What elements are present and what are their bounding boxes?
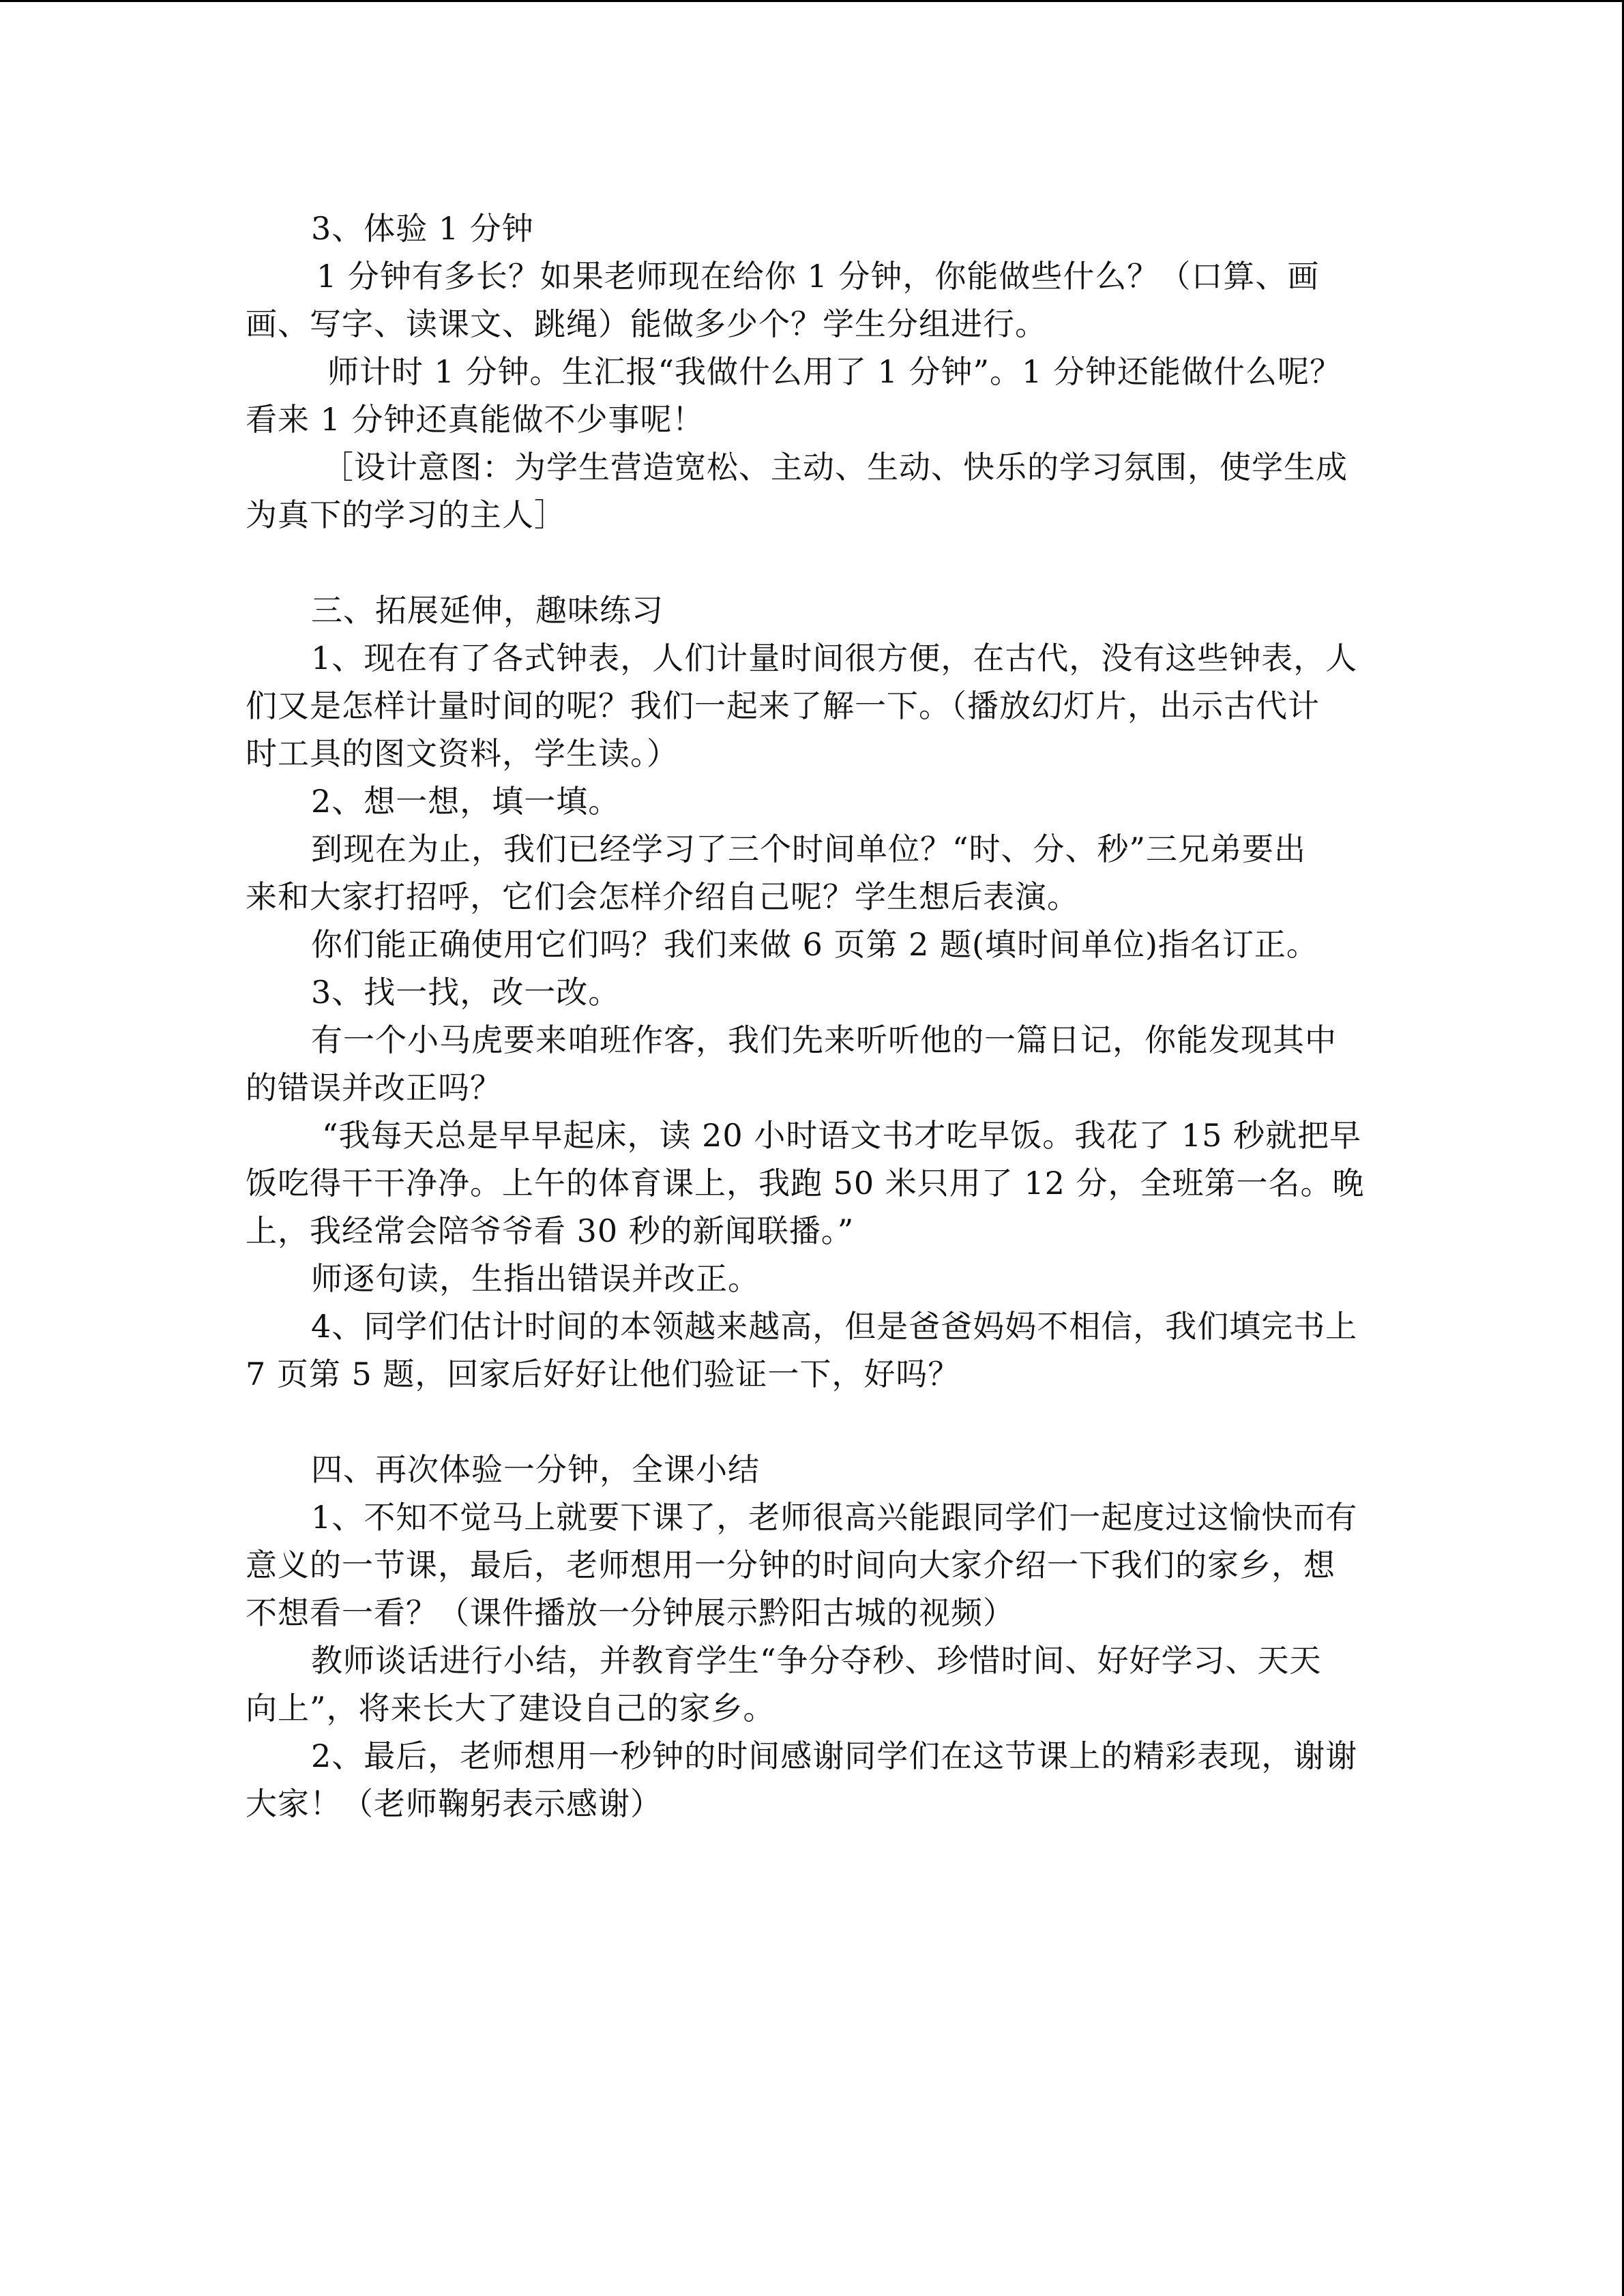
paragraph-line: 看来 1 分钟还真能做不少事呢！ bbox=[246, 401, 705, 438]
paragraph-gap bbox=[246, 1398, 1378, 1446]
paragraph-line: 师计时 1 分钟。生汇报“我做什么用了 1 分钟”。1 分钟还能做什么呢？ bbox=[327, 353, 1342, 390]
section-heading-extension: 三、拓展延伸，趣味练习 bbox=[311, 592, 664, 629]
paragraph-line: 教师谈话进行小结，并教育学生“争分夺秒、珍惜时间、好好学习、天天 bbox=[311, 1642, 1322, 1679]
diary-quote: 饭吃得干干净净。上午的体育课上，我跑 50 米只用了 12 分，全班第一名。晚 bbox=[246, 1165, 1365, 1202]
paragraph-line: 1、不知不觉马上就要下课了，老师很高兴能跟同学们一起度过这愉快而有 bbox=[311, 1499, 1358, 1536]
paragraph-gap bbox=[246, 539, 1378, 586]
paragraph-line: 向上”，将来长大了建设自己的家乡。 bbox=[246, 1690, 776, 1727]
paragraph-line: 画、写字、读课文、跳绳）能做多少个？学生分组进行。 bbox=[246, 305, 1047, 342]
paragraph-line: 大家！（老师鞠躬表示感谢） bbox=[246, 1785, 662, 1822]
paragraph-line: 1 分钟有多长？如果老师现在给你 1 分钟，你能做些什么？（口算、画 bbox=[316, 258, 1320, 295]
paragraph-line: 师逐句读，生指出错误并改正。 bbox=[311, 1260, 760, 1297]
paragraph-line: 1、现在有了各式钟表，人们计量时间很方便，在古代，没有这些钟表，人 bbox=[311, 640, 1358, 676]
paragraph-line: 有一个小马虎要来咱班作客，我们先来听听他的一篇日记，你能发现其中 bbox=[311, 1022, 1337, 1058]
exercise-heading: 2、想一想，填一填。 bbox=[311, 783, 621, 820]
paragraph-line: 意义的一节课，最后，老师想用一分钟的时间向大家介绍一下我们的家乡，想 bbox=[246, 1547, 1335, 1583]
paragraph-line: 2、最后，老师想用一秒钟的时间感谢同学们在这节课上的精彩表现，谢谢 bbox=[311, 1738, 1358, 1774]
paragraph-line: 时工具的图文资料，学生读。） bbox=[246, 735, 679, 772]
paragraph-line: 来和大家打招呼，它们会怎样介绍自己呢？学生想后表演。 bbox=[246, 878, 1079, 915]
design-intent-note: 为真下的学习的主人］ bbox=[246, 496, 566, 533]
paragraph-line: 7 页第 5 题，回家后好好让他们验证一下，好吗？ bbox=[246, 1356, 960, 1392]
paragraph-line: 4、同学们估计时间的本领越来越高，但是爸爸妈妈不相信，我们填完书上 bbox=[311, 1308, 1358, 1345]
section-heading-summary: 四、再次体验一分钟，全课小结 bbox=[311, 1451, 760, 1488]
paragraph-line: 们又是怎样计量时间的呢？我们一起来了解一下。（播放幻灯片，出示古代计 bbox=[246, 687, 1320, 724]
design-intent-note: ［设计意图：为学生营造宽松、主动、生动、快乐的学习氛围，使学生成 bbox=[322, 449, 1348, 486]
paragraph-line: 不想看一看？（课件播放一分钟展示黔阳古城的视频） bbox=[246, 1594, 1015, 1631]
document-page bbox=[246, 205, 1378, 1828]
page-border-top bbox=[0, 0, 1624, 2]
exercise-heading: 3、找一找，改一改。 bbox=[311, 974, 621, 1011]
paragraph-line: 的错误并改正吗？ bbox=[246, 1069, 502, 1106]
diary-quote: 上，我经常会陪爷爷看 30 秒的新闻联播。” bbox=[246, 1212, 855, 1249]
section-3-heading: 3、体验 1 分钟 bbox=[311, 210, 534, 247]
diary-quote: “我每天总是早早起床，读 20 小时语文书才吃早饭。我花了 15 秒就把早 bbox=[322, 1117, 1362, 1154]
paragraph-line: 你们能正确使用它们吗？我们来做 6 页第 2 题(填时间单位)指名订正。 bbox=[311, 926, 1318, 963]
paragraph-line: 到现在为止，我们已经学习了三个时间单位？“时、分、秒”三兄弟要出 bbox=[311, 831, 1307, 867]
